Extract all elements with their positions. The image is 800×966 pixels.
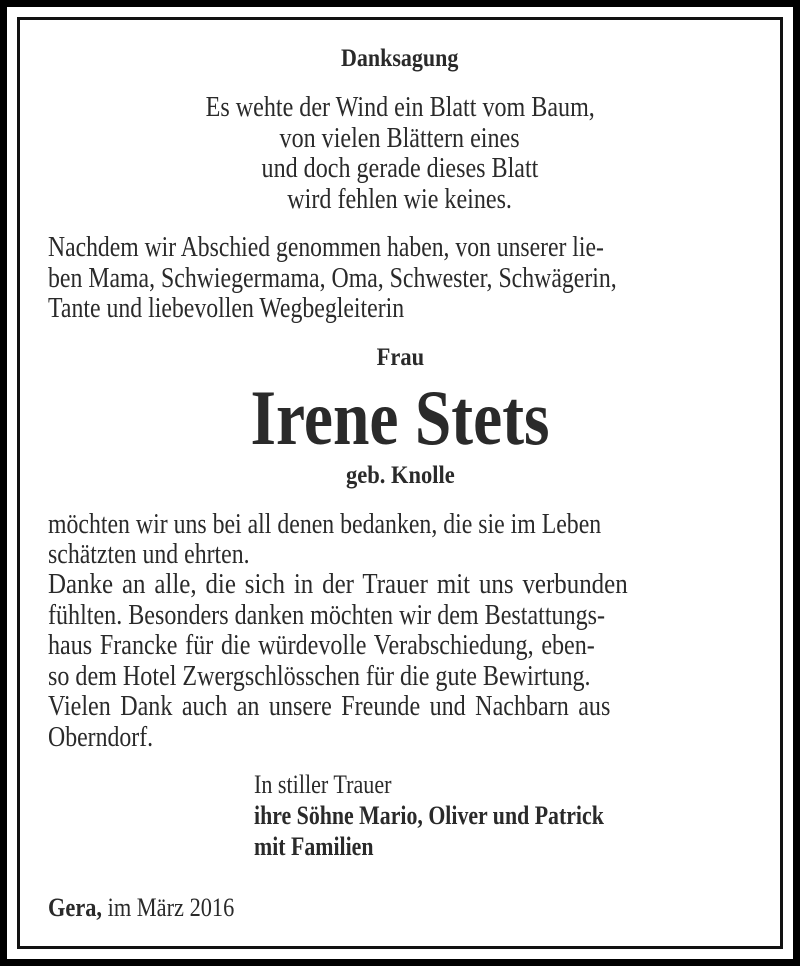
- signature-line-2: mit Familien: [254, 832, 374, 861]
- heading: [0, 44, 800, 74]
- thanks-line-3: Danke an alle, die sich in der Trauer mit uns verbunden: [48, 569, 628, 600]
- intro-line-1: Nachdem wir Abschied genommen haben, von unserer lie-: [48, 232, 604, 263]
- poem-line-4: wird fehlen wie keines.: [287, 184, 513, 215]
- signature-line-1: ihre Söhne Mario, Oliver und Patrick: [254, 801, 604, 830]
- thanks-line-2: schätzten und ehrten.: [48, 539, 250, 570]
- thanks-line-7: Vielen Dank auch an unsere Freunde und Nachbarn aus: [48, 691, 611, 722]
- place-date: [48, 893, 265, 923]
- thanks-line-1: möchten wir uns bei all denen bedanken, die sie im Leben: [48, 509, 602, 540]
- intro-line-3: Tante und liebevollen Wegbegleiterin: [48, 293, 405, 324]
- maiden-name: geb. Knolle: [345, 462, 455, 489]
- thanks-line-8: Oberndorf.: [48, 722, 154, 753]
- poem-line-2: von vielen Blättern eines: [279, 123, 521, 154]
- thanks-line-5: haus Francke für die würdevolle Verabschiedung, eben-: [48, 630, 595, 661]
- place: Gera,: [48, 893, 103, 922]
- date: im März 2016: [107, 893, 235, 922]
- thanks-line-4: fühlten. Besonders danken möchten wir dem Bestattungs-: [48, 600, 606, 631]
- deceased-name: Irene Stets: [250, 374, 550, 461]
- intro-line-2: ben Mama, Schwiegermama, Oma, Schwester, Schwägerin,: [48, 263, 617, 294]
- signature-intro: In stiller Trauer: [254, 770, 392, 799]
- thanks-line-6: so dem Hotel Zwergschlösschen für die gute Bewirtung.: [48, 661, 591, 692]
- heading-text: Danksagung: [341, 45, 459, 72]
- poem-line-3: und doch gerade dieses Blatt: [261, 153, 539, 184]
- poem-line-1: Es wehte der Wind ein Blatt vom Baum,: [205, 92, 595, 123]
- salutation: Frau: [376, 344, 424, 371]
